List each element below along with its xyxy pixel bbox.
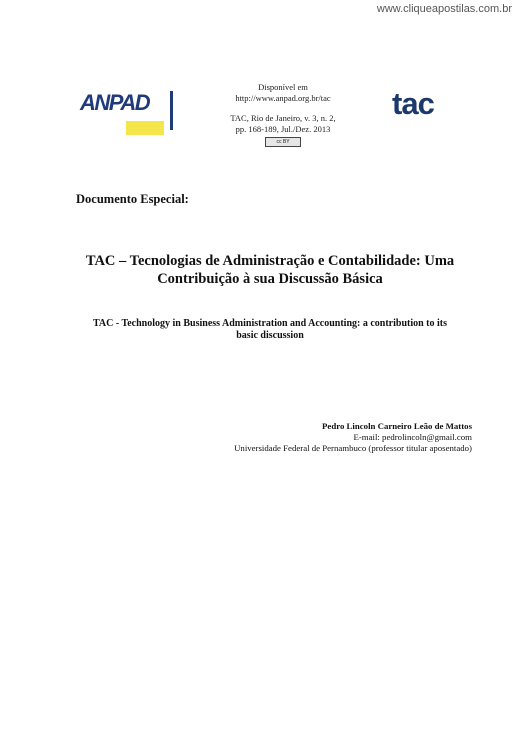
- anpad-logo-bar: [170, 91, 173, 130]
- publication-citation: TAC, Rio de Janeiro, v. 3, n. 2,: [230, 113, 336, 123]
- tac-logo: tac: [392, 86, 434, 121]
- cc-license-icon: cc BY: [265, 137, 301, 147]
- title-portuguese-line-2: Contribuição à sua Discussão Básica: [157, 271, 383, 287]
- anpad-logo: [80, 88, 176, 134]
- title-portuguese-line-1: TAC – Tecnologias de Administração e Contabilidade: Uma: [85, 253, 455, 269]
- watermark-text: www.cliqueapostilas.com.br: [376, 3, 512, 15]
- publication-info: [213, 82, 353, 147]
- publication-pages-date: pp. 168-189, Jul./Dez. 2013: [235, 124, 331, 134]
- author-affiliation: Universidade Federal de Pernambuco (professor titular aposentado): [234, 443, 472, 453]
- title-portuguese: [70, 252, 470, 288]
- author-name: Pedro Lincoln Carneiro Leão de Mattos: [322, 421, 472, 431]
- title-english-line-1: TAC - Technology in Business Administration and Accounting: a contribution to its: [92, 318, 448, 329]
- publication-url[interactable]: http://www.anpad.org.br/tac: [235, 93, 331, 103]
- anpad-logo-text: ANPAD: [80, 90, 150, 115]
- page-header: [78, 80, 468, 150]
- author-block: [234, 421, 472, 454]
- document-type-label: Documento Especial:: [76, 192, 189, 206]
- title-english-line-2: basic discussion: [236, 330, 304, 341]
- title-english: [78, 318, 462, 342]
- anpad-logo-yellow-block: [126, 121, 164, 135]
- publication-availability: Disponível em: [258, 82, 308, 92]
- author-email: E-mail: pedrolincoln@gmail.com: [353, 432, 472, 442]
